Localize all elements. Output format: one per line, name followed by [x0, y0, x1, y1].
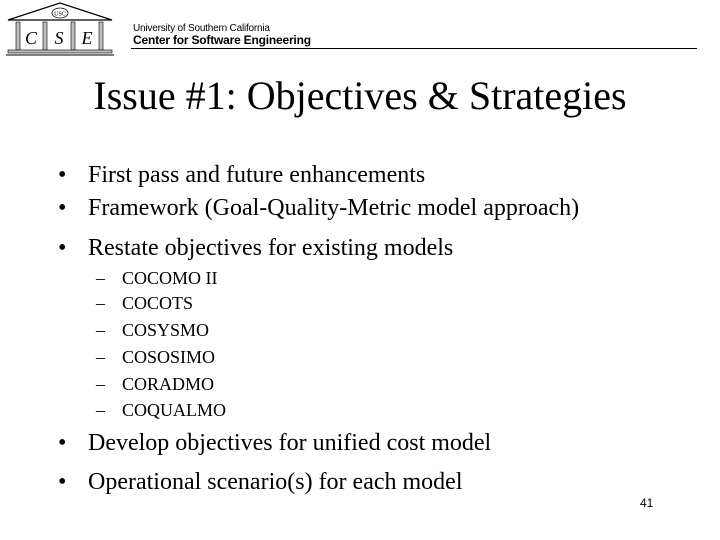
- university-name: University of Southern California: [133, 23, 270, 34]
- dash-icon: –: [96, 320, 105, 340]
- bullet-text: Restate objectives for existing models: [88, 235, 454, 261]
- dash-icon: –: [96, 293, 105, 313]
- center-name: Center for Software Engineering: [133, 33, 311, 47]
- sub-bullet-text: COSYSMO: [122, 320, 210, 340]
- dash-icon: –: [96, 400, 105, 420]
- header-rule: [131, 48, 697, 49]
- slide-title: Issue #1: Objectives & Strategies: [93, 73, 627, 118]
- cse-logo: [4, 2, 116, 56]
- bullet-text: Operational scenario(s) for each model: [88, 469, 463, 495]
- bullet-icon: •: [58, 162, 67, 188]
- logo-letter-e: E: [81, 28, 93, 48]
- logo-letter-s: S: [54, 28, 64, 48]
- dash-icon: –: [96, 374, 105, 394]
- bullet-text: Develop objectives for unified cost model: [88, 430, 492, 456]
- page-number: 41: [640, 496, 654, 510]
- slide-header: [0, 0, 720, 60]
- bullet-text: First pass and future enhancements: [88, 162, 426, 188]
- bullet-icon: •: [58, 469, 67, 495]
- organization-name: [133, 23, 311, 47]
- logo-letter-c: C: [24, 28, 38, 48]
- bullet-text: Framework (Goal-Quality-Metric model approach): [88, 195, 580, 221]
- sub-bullet-text: COCOTS: [122, 293, 194, 313]
- bullet-icon: •: [58, 430, 67, 456]
- sub-bullet-text: COQUALMO: [122, 400, 227, 420]
- svg-text:USC: USC: [54, 11, 66, 18]
- sub-bullet-text: CORADMO: [122, 374, 215, 394]
- dash-icon: –: [96, 268, 105, 288]
- bullet-icon: •: [58, 195, 67, 221]
- bullet-icon: •: [58, 235, 67, 261]
- sub-bullet-text: COSOSIMO: [122, 347, 216, 367]
- sub-bullet-text: COCOMO II: [122, 268, 218, 288]
- dash-icon: –: [96, 347, 105, 367]
